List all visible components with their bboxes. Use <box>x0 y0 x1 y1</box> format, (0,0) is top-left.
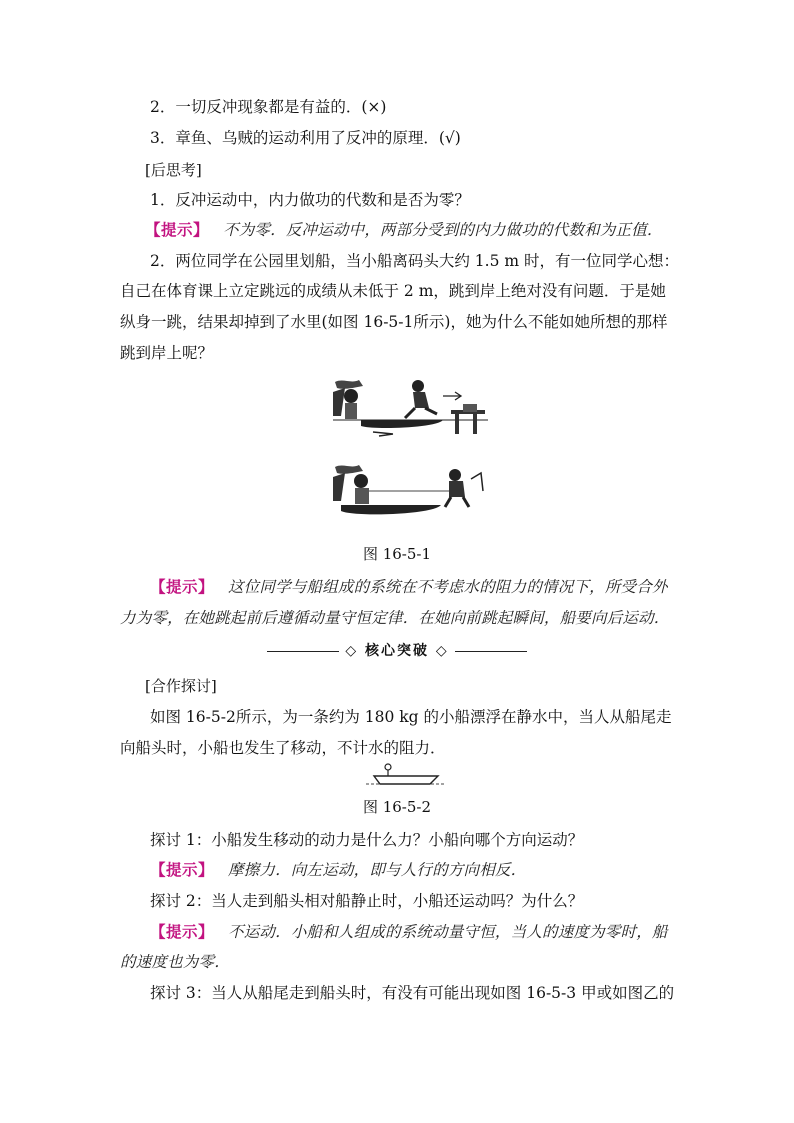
banner-title: 核心突破 <box>365 643 429 659</box>
hint-text: 这位同学与船组成的系统在不考虑水的阻力的情况下，所受合外 <box>228 578 668 596</box>
statement-2: 2．一切反冲现象都是有益的．(×) <box>150 98 387 116</box>
top-scene-illustration <box>333 376 488 446</box>
discussion-3: 探讨 3：当人从船尾走到船头时，有没有可能出现如图 16-5-3 甲或如图乙的 <box>150 984 675 1002</box>
figure-16-5-2-caption: 图 16-5-2 <box>362 798 432 816</box>
hint-4-line-1 <box>150 915 678 949</box>
question-2-line-1: 2．两位同学在公园里划船，当小船离码头大约 1.5 m 时，有一位同学心想： <box>150 252 679 270</box>
figure-16-5-1-caption: 图 16-5-1 <box>362 545 432 563</box>
hint-2-line-1 <box>150 570 678 604</box>
hint-label: 【提示】 <box>145 221 210 239</box>
hint-text: 摩擦力．向左运动，即与人行的方向相反． <box>228 861 527 879</box>
statement-3: 3．章鱼、乌贼的运动利用了反冲的原理．(√) <box>150 129 461 147</box>
question-2-line-3: 纵身一跳，结果却掉到了水里(如图 16-5-1所示)，她为什么不能如她所想的那样 <box>120 313 668 331</box>
hint-3 <box>150 853 678 887</box>
question-2-line-4: 跳到岸上呢？ <box>120 344 214 362</box>
figure-16-5-2 <box>366 762 446 792</box>
discussion-intro-line-2: 向船头时，小船也发生了移动，不计水的阻力． <box>120 739 446 757</box>
figure-16-5-1 <box>333 376 488 536</box>
hint-label: 【提示】 <box>150 861 215 879</box>
hint-label: 【提示】 <box>150 923 215 941</box>
banner-rule-left <box>267 651 339 652</box>
banner-rule-right <box>455 651 527 652</box>
section-label-cooperative: [合作探讨] <box>145 677 217 695</box>
hint-1 <box>145 213 673 247</box>
hint-2-line-2: 力为零，在她跳起前后遵循动量守恒定律．在她向前跳起瞬间，船要向后运动． <box>120 609 670 627</box>
hint-label: 【提示】 <box>150 578 215 596</box>
discussion-1: 探讨 1：小船发生移动的动力是什么力？小船向哪个方向运动？ <box>150 831 584 849</box>
hint-text: 不运动．小船和人组成的系统动量守恒，当人的速度为零时，船 <box>228 923 668 941</box>
hint-4-line-2: 的速度也为零． <box>120 953 230 971</box>
bottom-scene-illustration <box>333 465 483 514</box>
question-1: 1．反冲运动中，内力做功的代数和是否为零？ <box>150 191 470 209</box>
section-banner-core-breakthrough: ◇ 核心突破 ◇ <box>0 640 794 660</box>
section-label-reflection: [后思考] <box>145 161 202 179</box>
hint-text: 不为零．反冲运动中，两部分受到的内力做功的代数和为正值． <box>223 221 663 239</box>
discussion-intro-line-1: 如图 16-5-2所示，为一条约为 180 kg 的小船漂浮在静水中，当人从船尾走 <box>150 708 672 726</box>
question-2-line-2: 自己在体育课上立定跳远的成绩从未低于 2 m，跳到岸上绝对没有问题．于是她 <box>120 282 666 300</box>
discussion-2: 探讨 2：当人走到船头相对船静止时，小船还运动吗？为什么？ <box>150 892 584 910</box>
